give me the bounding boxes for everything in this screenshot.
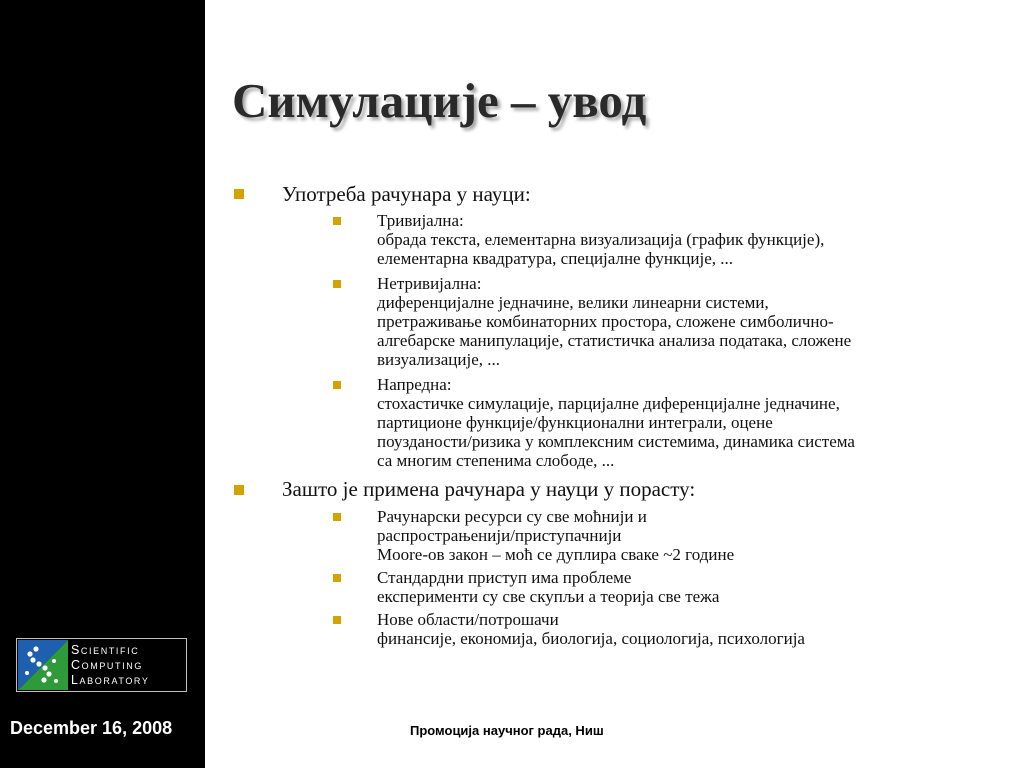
section-heading: Зашто је примена рачунара у науци у порасту: xyxy=(282,477,696,501)
bullet-marker xyxy=(234,485,244,495)
sub-bullet-marker xyxy=(333,280,341,288)
list-item: Стандардни приступ има проблеме експерименти су све скупљи а теорија све тежа xyxy=(377,568,720,606)
sub-bullet-marker xyxy=(333,381,341,389)
scientific-computing-laboratory-logo xyxy=(16,638,187,692)
list-item: Тривијална: обрада текста, елементарна визуализација (график функције), елементарна квадратура, специјалне функције, ... xyxy=(377,211,825,268)
logo-text: Scientific Computing Laboratory xyxy=(71,643,150,687)
scl-logo-icon xyxy=(18,640,68,690)
list-item: Рачунарски ресурси су све моћнији и распрострањенији/приступачнији Moore-ов закон – моћ се дуплира сваке ~2 године xyxy=(377,507,735,564)
sub-bullet-marker xyxy=(333,513,341,521)
footer-caption: Промоција научног рада, Ниш xyxy=(410,723,604,738)
footer-date: December 16, 2008 xyxy=(10,718,173,738)
sub-bullet-marker xyxy=(333,217,341,225)
sub-bullet-marker xyxy=(333,574,341,582)
list-item: Напредна: стохастичке симулације, парцијалне диференцијалне једначине, партиционе функције/функционални интеграли, оцене поузданости/ризика у комплексним системима, динамика система са многим степенима слободе, ... xyxy=(377,375,855,470)
list-item: Нове области/потрошачи финансије, економија, биологија, социологија, психологија xyxy=(377,610,805,648)
bullet-marker xyxy=(234,189,244,199)
slide-title: Симулације – увод xyxy=(232,73,647,128)
list-item: Нетривијална: диференцијалне једначине, велики линеарни системи, претраживање комбинаторних простора, сложене симболично- алгебарске манипулације, статистичка анализа података, сложене визуализације, ... xyxy=(377,274,852,369)
section-heading: Употреба рачунара у науци: xyxy=(282,182,531,206)
sub-bullet-marker xyxy=(333,616,341,624)
